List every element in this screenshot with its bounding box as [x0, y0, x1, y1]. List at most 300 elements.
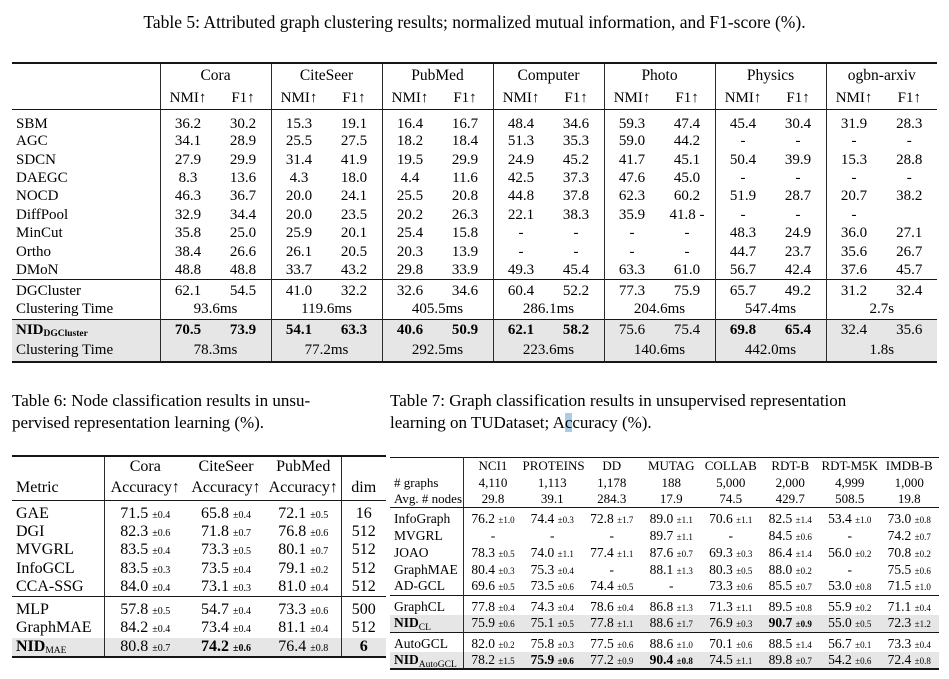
table-row: [12, 109, 937, 133]
column-header: NMI↑: [493, 88, 549, 109]
stddev: ±0.4: [152, 624, 171, 636]
metric-cell: 88.5 ±1.4: [768, 636, 812, 651]
metric-cell: 25.9: [271, 224, 327, 242]
metric-cell: 62.1: [493, 320, 549, 341]
dataset-group-header: Cora: [160, 63, 271, 88]
time-cell: 405.5ms: [382, 300, 493, 320]
metric-cell: 69.3 ±0.3: [709, 544, 753, 560]
stddev: ±1.1: [617, 548, 634, 559]
row-label: Ortho: [16, 243, 51, 260]
metric-cell: -: [493, 224, 549, 242]
dataset-group-header: DD: [602, 458, 622, 474]
metric-cell: -: [684, 225, 690, 242]
metric-cell: 34.6: [451, 283, 479, 300]
metric-cell: 31.2: [826, 280, 882, 301]
stddev: ±0.7: [795, 656, 812, 666]
time-cell: 442.0ms: [715, 341, 826, 362]
metric-cell: 19.1: [340, 115, 368, 132]
row-label: MinCut: [16, 225, 63, 242]
metric-cell: 54.5: [229, 283, 257, 300]
metric-cell: 89.5 ±0.8: [768, 599, 812, 614]
stddev: ±1.4: [795, 640, 812, 650]
metric-cell: 4.4: [382, 169, 438, 187]
dataset-group-header: MUTAG: [647, 458, 695, 474]
stat-cell: 17.9: [642, 491, 702, 508]
stddev: ±0.7: [795, 582, 812, 593]
metric-cell: 4.3: [271, 169, 327, 187]
stddev: ±0.4: [557, 603, 574, 613]
metric-cell: 60.2: [673, 188, 701, 205]
column-header: NMI↑: [715, 88, 771, 109]
stddev: ±0.4: [233, 624, 251, 636]
metric-cell: 35.6: [896, 321, 923, 338]
dataset-header-row: [12, 456, 386, 476]
stddev: ±0.9: [617, 656, 634, 666]
metric-cell: -: [669, 578, 674, 594]
metric-cell: 32.6: [382, 280, 438, 301]
table6-caption: [12, 390, 390, 434]
dim-cell: 16: [341, 500, 386, 523]
metric-cell: 45.1: [673, 151, 701, 168]
row-label: NOCD: [16, 188, 59, 205]
metric-cell: 20.5: [340, 243, 368, 260]
row-label: InfoGCL: [16, 559, 75, 577]
metric-cell: 25.5: [271, 133, 327, 151]
table-row: [12, 133, 937, 151]
table6-section2: [12, 597, 386, 657]
table-row: [12, 560, 386, 579]
metric-cell: 28.9: [229, 133, 257, 150]
stddev: ±1.3: [676, 565, 693, 576]
stddev: ±0.4: [233, 564, 251, 576]
metric-cell: 42.5: [493, 169, 549, 187]
stddev: ±1.7: [617, 515, 634, 525]
stddev: ±0.5: [233, 546, 251, 558]
metric-cell: 65.8 ±0.4: [201, 504, 251, 522]
stddev: ±0.5: [736, 565, 753, 576]
metric-cell: 44.8: [493, 188, 549, 206]
stddev: ±0.4: [914, 603, 931, 613]
metric-cell: -: [847, 561, 852, 577]
row-label-subscript: CL: [418, 622, 431, 633]
metric-cell: 80.4 ±0.3: [463, 561, 523, 578]
stddev: ±0.6: [617, 640, 634, 650]
stddev: ±1.1: [617, 619, 634, 630]
table-row: [12, 341, 937, 362]
stddev: ±0.8: [676, 656, 693, 666]
metric-cell: 45.7: [896, 261, 923, 278]
metric-cell: -: [550, 527, 555, 543]
metric-cell: 23.7: [784, 243, 812, 260]
time-cell: 77.2ms: [271, 341, 382, 362]
metric-cell: 11.6: [452, 169, 478, 186]
metric-cell: 55.0 ±0.5: [828, 615, 872, 631]
metric-cell: -: [795, 206, 801, 223]
metric-cell: 38.2: [896, 188, 923, 205]
stddev: ±0.4: [617, 603, 634, 613]
metric-cell: 32.4: [896, 283, 923, 300]
table5-nid-body: [12, 320, 937, 362]
metric-cell: 89.7 ±1.1: [649, 527, 693, 543]
metric-cell: 20.2: [382, 206, 438, 224]
stddev: ±0.6: [498, 619, 515, 630]
metric-cell: 85.5 ±0.7: [768, 578, 812, 594]
metric-cell: 75.3 ±0.4: [530, 561, 574, 577]
metric-header-row: [12, 88, 937, 109]
metric-cell: 25.5: [382, 188, 438, 206]
table5-clustering-results: [12, 62, 937, 363]
metric-cell: 36.2: [160, 109, 216, 133]
row-label: AD-GCL: [394, 578, 445, 594]
stddev: ±1.0: [855, 515, 872, 525]
column-header: F1↑: [327, 88, 383, 109]
column-header: NMI↑: [271, 88, 327, 109]
metric-cell: -: [906, 133, 912, 150]
stat-cell: 1,178: [597, 474, 627, 490]
stddev: ±0.9: [795, 619, 812, 630]
stddev: ±1.0: [498, 515, 515, 525]
metric-cell: 26.7: [896, 243, 923, 260]
column-header: F1↑: [882, 88, 938, 109]
table-row: [390, 507, 939, 527]
table7-header: [390, 458, 939, 508]
metric-cell: 24.1: [340, 188, 368, 205]
metric-cell: 61.0: [673, 261, 701, 278]
stat-cell: 284.3: [582, 491, 642, 508]
stddev: ±0.7: [914, 531, 931, 542]
row-label: JOAO: [394, 544, 429, 560]
metric-cell: 28.3: [896, 115, 923, 132]
time-cell: 1.8s: [826, 341, 937, 362]
stat-cell: 29.8: [463, 491, 523, 508]
stddev: ±1.4: [795, 515, 812, 525]
metric-cell: 26.3: [451, 206, 479, 223]
row-label: AutoGCL: [394, 636, 448, 651]
stddev: ±0.8: [914, 656, 931, 666]
stddev: ±0.6: [310, 606, 329, 617]
metric-cell: 16.7: [451, 115, 479, 132]
metric-cell: 50.9: [451, 321, 479, 338]
metric-cell: 38.4: [160, 243, 216, 261]
text-selection-highlight[interactable]: c: [564, 413, 573, 432]
table-row: [390, 615, 939, 632]
table7-caption: [390, 390, 949, 434]
table5-methods-body: [12, 109, 937, 280]
table5-header: [12, 63, 937, 109]
stat-cell: 1,000: [894, 474, 924, 490]
metric-cell: 71.5 ±0.4: [104, 500, 186, 523]
metric-cell: 73.3 ±0.6: [278, 601, 329, 618]
row-label: SBM: [16, 115, 48, 132]
metric-cell: 62.1: [160, 280, 216, 301]
stddev: ±1.1: [676, 515, 693, 525]
row-label: NIDAutoGCL: [394, 652, 457, 670]
row-label: DAEGC: [16, 169, 68, 186]
metric-cell: 45.0: [673, 169, 701, 186]
stddev: ±0.8: [795, 603, 812, 613]
avg-nodes-row: [390, 491, 939, 508]
time-cell: 547.4ms: [715, 300, 826, 320]
metric-cell: 83.5 ±0.3: [104, 560, 186, 579]
metric-cell: -: [573, 225, 579, 242]
stddev: ±0.2: [795, 565, 812, 576]
stddev: ±0.3: [557, 640, 574, 650]
metric-cell: 78.2 ±1.5: [463, 652, 523, 669]
stddev: ±0.6: [557, 582, 574, 593]
dataset-group-header: RDT-M5K: [821, 458, 879, 474]
table-row: [12, 206, 937, 224]
metric-cell: 54.1: [271, 320, 327, 341]
stddev: ±0.6: [914, 565, 931, 576]
stddev: ±0.4: [152, 509, 171, 521]
stddev: ±0.4: [310, 624, 329, 636]
table-row: [12, 500, 386, 523]
metric-cell: -: [463, 527, 523, 544]
stddev: ±0.8: [914, 515, 931, 525]
row-label: DiffPool: [16, 206, 69, 223]
stddev: ±1.1: [736, 515, 753, 525]
metric-cell: 26.6: [229, 243, 257, 260]
metric-cell: 45.2: [562, 151, 590, 168]
metric-cell: 26.1: [271, 243, 327, 261]
metric-cell: 36.7: [229, 188, 257, 205]
metric-cell: 82.5 ±1.4: [768, 511, 812, 526]
metric-cell: 72.1 ±0.5: [278, 504, 329, 522]
table-row: [12, 597, 386, 620]
table-row: [12, 541, 386, 560]
dim-cell: 512: [341, 523, 386, 542]
metric-cell: 81.0 ±0.4: [278, 578, 329, 595]
metric-cell: 29.9: [451, 151, 479, 168]
metric-cell: 73.4 ±0.4: [201, 619, 251, 637]
metric-cell: -: [847, 527, 852, 543]
metric-cell: 75.9 ±0.6: [530, 652, 574, 667]
row-label: NIDDGCluster: [16, 321, 88, 340]
metric-cell: 45.4: [562, 261, 590, 278]
stat-cell: 39.1: [523, 491, 583, 508]
stddev: ±1.1: [736, 603, 753, 613]
metric-cell: 48.8: [229, 261, 257, 278]
stddev: ±0.6: [855, 656, 872, 666]
column-header: F1↑: [660, 88, 716, 109]
row-label-subscript: AutoGCL: [418, 659, 457, 670]
stddev: ±0.7: [233, 527, 251, 539]
stddev: ±0.4: [152, 583, 171, 594]
dataset-group-header: RDT-B: [771, 458, 810, 474]
stddev: ±1.1: [736, 656, 753, 666]
dataset-group-header: NCI1: [463, 458, 523, 475]
stddev: ±0.6: [557, 656, 574, 666]
stddev: ±0.5: [498, 548, 515, 559]
metric-cell: 39.9: [784, 151, 812, 168]
row-label: InfoGraph: [394, 511, 451, 526]
table-row: [390, 561, 939, 578]
column-header: NMI↑: [604, 88, 660, 109]
stat-cell: 4,110: [463, 475, 523, 491]
table7-caption-line1: Table 7: Graph classification results in unsupervised representation: [390, 391, 847, 410]
stddev: ±0.5: [617, 582, 634, 593]
table-row: [12, 578, 386, 597]
stat-cell: 4,999: [835, 474, 865, 490]
stddev: ±0.5: [498, 582, 515, 593]
row-label: MLP: [16, 601, 49, 618]
stddev: ±0.3: [233, 583, 251, 594]
metric-cell: 30.2: [229, 115, 257, 132]
metric-cell: 15.3: [271, 109, 327, 133]
time-cell: 140.6ms: [604, 341, 715, 362]
metric-cell: 77.4 ±1.1: [590, 544, 634, 560]
stddev: ±0.3: [736, 548, 753, 559]
metric-cell: 88.0 ±0.2: [768, 561, 812, 577]
metric-cell: 13.9: [451, 243, 479, 260]
stddev: ±0.3: [557, 515, 574, 525]
metric-cell: 84.2 ±0.4: [104, 619, 186, 638]
metric-cell: 72.4 ±0.8: [887, 652, 931, 667]
metric-cell: 89.0 ±1.1: [649, 511, 693, 526]
metric-cell: 76.9 ±0.3: [709, 615, 753, 631]
metric-cell: 37.8: [562, 188, 590, 205]
dataset-header-row: [12, 63, 937, 88]
table5-dgcluster-body: [12, 280, 937, 320]
metric-cell: 49.3: [493, 261, 549, 279]
metric-cell: 74.4 ±0.3: [530, 511, 574, 526]
stddev: ±1.7: [676, 619, 693, 630]
metric-cell: 72.8 ±1.7: [590, 511, 634, 526]
column-header: F1↑: [216, 88, 272, 109]
metric-cell: 53.0 ±0.8: [828, 578, 872, 594]
table-row: [390, 527, 939, 544]
row-label: # graphs: [394, 474, 439, 490]
stddev: ±0.4: [152, 546, 171, 558]
stat-cell: 188: [661, 474, 681, 490]
stat-cell: 2,000: [775, 474, 805, 490]
table-row: [12, 169, 937, 187]
time-cell: 119.6ms: [271, 300, 382, 320]
metric-cell: 32.4: [826, 320, 882, 341]
stddev: ±0.6: [233, 642, 251, 654]
dim-cell: 500: [341, 597, 386, 620]
metric-cell: 87.6 ±0.7: [649, 544, 693, 560]
metric-cell: 77.3: [604, 280, 660, 301]
table-row: [390, 652, 939, 669]
table6-caption-line2: pervised representation learning (%).: [12, 413, 265, 432]
table-row: [390, 595, 939, 615]
dim-cell: 6: [341, 638, 386, 657]
time-cell: 2.7s: [826, 300, 937, 320]
time-cell: 204.6ms: [604, 300, 715, 320]
time-cell: 223.6ms: [493, 341, 604, 362]
stddev: ±1.2: [914, 619, 931, 630]
row-label: GAE: [16, 504, 49, 522]
metric-cell: 71.5 ±1.0: [887, 578, 931, 594]
metric-cell: 74.5 ±1.1: [709, 652, 753, 667]
metric-cell: 75.8 ±0.3: [530, 636, 574, 651]
metric-cell: 57.8 ±0.5: [104, 597, 186, 620]
metric-cell: 80.1 ±0.7: [278, 541, 329, 559]
metric-cell: 30.4: [784, 115, 812, 132]
dim-cell: 512: [341, 578, 386, 597]
row-label: NIDMAE: [16, 637, 67, 656]
metric-cell: 56.7 ±0.1: [828, 636, 872, 651]
metric-cell: 33.7: [271, 261, 327, 279]
metric-cell: -: [715, 206, 771, 224]
stddev: ±0.2: [855, 548, 872, 559]
num-graphs-row: [390, 475, 939, 491]
stddev: ±0.6: [795, 531, 812, 542]
metric-cell: 69.8: [715, 320, 771, 341]
stddev: ±1.1: [557, 548, 574, 559]
metric-cell: 20.3: [382, 243, 438, 261]
dataset-header-row: [390, 458, 939, 475]
metric-cell: 81.1 ±0.4: [278, 619, 329, 637]
column-header: Metric: [12, 476, 104, 500]
metric-cell: 62.3: [604, 188, 660, 206]
stddev: ±0.4: [557, 565, 574, 576]
column-header: Accuracy↑: [266, 476, 341, 500]
metric-cell: 41.9: [340, 151, 368, 168]
column-header: F1↑: [438, 88, 494, 109]
stddev: ±0.8: [855, 582, 872, 593]
metric-cell: 89.8 ±0.7: [768, 652, 812, 667]
metric-cell: 80.8 ±0.7: [104, 638, 186, 657]
stddev: ±0.2: [498, 640, 515, 650]
column-header: dim: [341, 476, 386, 500]
row-label: AGC: [16, 133, 48, 150]
table-row: [12, 261, 937, 279]
metric-cell: 76.8 ±0.6: [278, 522, 329, 540]
metric-cell: 86.8 ±1.3: [649, 599, 693, 614]
metric-cell: 42.4: [784, 261, 812, 278]
metric-cell: 77.2 ±0.9: [590, 652, 634, 667]
stddev: ±0.2: [310, 564, 329, 576]
stat-cell: 19.8: [880, 491, 940, 508]
time-cell: 286.1ms: [493, 300, 604, 320]
metric-cell: 44.7: [715, 243, 771, 261]
stddev: ±0.7: [676, 548, 693, 559]
table-row: [12, 243, 937, 261]
stddev: ±0.2: [914, 548, 931, 559]
column-header: NMI↑: [826, 88, 882, 109]
metric-cell: 25.0: [229, 225, 257, 242]
row-label: CCA-SSG: [16, 578, 84, 595]
table7-caption-line2: learning on TUDataset; Accuracy (%).: [390, 413, 652, 432]
metric-cell: -: [604, 224, 660, 242]
stat-cell: 429.7: [761, 491, 821, 508]
metric-cell: 65.4: [784, 321, 812, 338]
metric-cell: -: [493, 243, 549, 261]
metric-cell: 35.8: [160, 224, 216, 242]
stddev: ±0.4: [233, 606, 251, 617]
stddev: ±0.8: [310, 642, 329, 654]
row-label-subscript: MAE: [45, 646, 67, 656]
stddev: ±0.5: [557, 619, 574, 630]
metric-cell: 73.9: [229, 321, 257, 338]
stddev: ±0.2: [855, 603, 872, 613]
stddev: ±0.6: [736, 582, 753, 593]
metric-cell: 54.7 ±0.4: [201, 601, 251, 618]
stddev: ±0.3: [152, 564, 171, 576]
metric-cell: 34.4: [229, 206, 257, 223]
metric-cell: 79.1 ±0.2: [278, 559, 329, 577]
table7-graph-classification: [390, 457, 939, 670]
metric-cell: 73.1 ±0.3: [201, 578, 251, 595]
stddev: ±1.3: [676, 603, 693, 613]
stat-cell: 74.5: [701, 491, 761, 508]
metric-cell: 59.0: [604, 133, 660, 151]
metric-cell: 53.4 ±1.0: [828, 511, 872, 526]
row-label: MVGRL: [394, 527, 443, 543]
metric-cell: 41.0: [271, 280, 327, 301]
